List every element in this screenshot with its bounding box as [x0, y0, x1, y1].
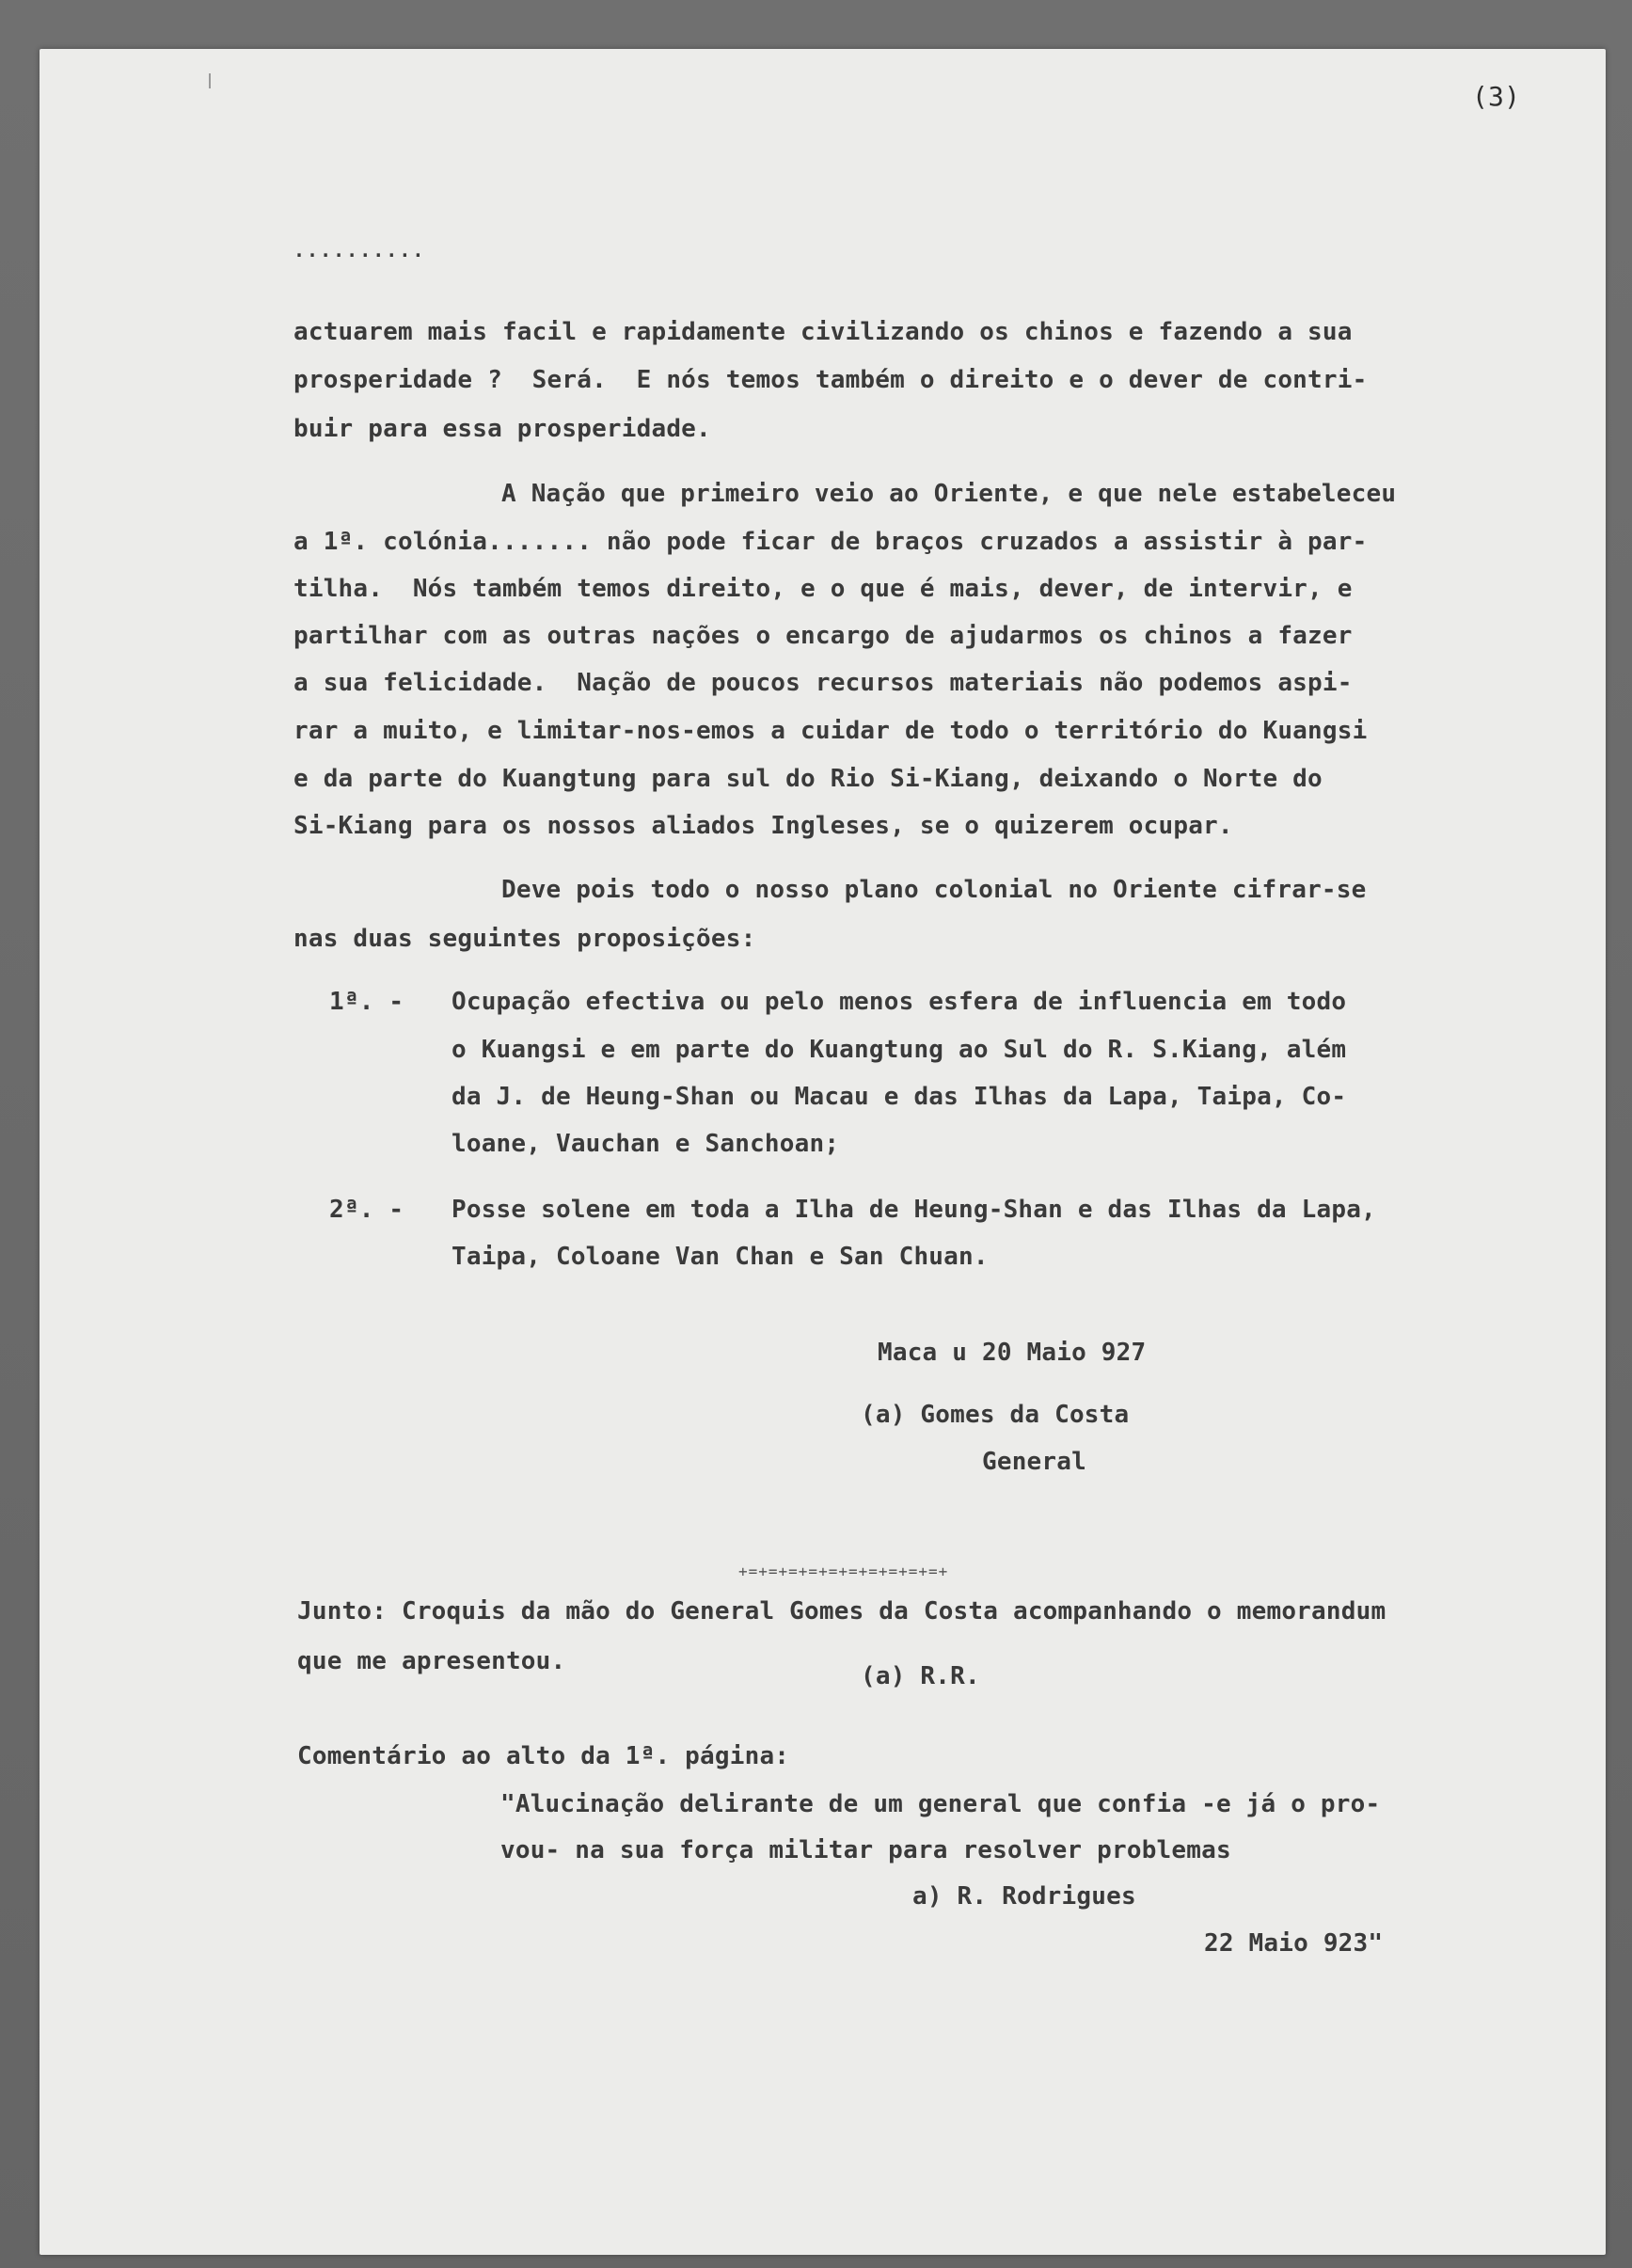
ellipsis-marker: .......... [293, 239, 426, 262]
comment-line: "Alucinação delirante de um general que confia -e já o pro- [500, 1790, 1381, 1818]
paragraph-1-line: prosperidade ? Será. E nós temos também o direito e o dever de contri- [293, 366, 1368, 394]
paragraph-2-line: A Nação que primeiro veio ao Oriente, e que nele estabeleceu [501, 480, 1397, 508]
paragraph-1-line: actuarem mais facil e rapidamente civilizando os chinos e fazendo a sua [293, 318, 1353, 346]
annex-signature: (a) R.R. [861, 1662, 980, 1690]
proposition-1-line: o Kuangsi e em parte do Kuangtung ao Sul do R. S.Kiang, além [452, 1036, 1347, 1064]
separator-line: +=+=+=+=+=+=+=+=+=+=+ [738, 1562, 949, 1580]
paragraph-2-line: e da parte do Kuangtung para sul do Rio Si-Kiang, deixando o Norte do [293, 765, 1323, 793]
place-date: Maca u 20 Maio 927 [878, 1339, 1147, 1367]
proposition-1-marker: 1ª. - [329, 988, 404, 1016]
paragraph-2-line: tilha. Nós também temos direito, e o que é mais, dever, de intervir, e [293, 575, 1353, 603]
comment-date: 22 Maio 923" [1204, 1929, 1384, 1958]
paragraph-2-line: a sua felicidade. Nação de poucos recursos materiais não podemos aspi- [293, 669, 1353, 697]
page-number: (3) [1472, 81, 1521, 112]
signature: (a) Gomes da Costa [861, 1401, 1130, 1429]
proposition-2-marker: 2ª. - [329, 1196, 404, 1224]
paragraph-3-line: nas duas seguintes proposições: [293, 925, 756, 953]
paragraph-1-line: buir para essa prosperidade. [293, 415, 711, 443]
signature-title: General [982, 1448, 1086, 1476]
annex-line: que me apresentou. [297, 1647, 566, 1675]
proposition-2-line: Posse solene em toda a Ilha de Heung-Shan e das Ilhas da Lapa, [452, 1196, 1376, 1224]
proposition-1-line: Ocupação efectiva ou pelo menos esfera de influencia em todo [452, 988, 1347, 1016]
paragraph-2-line: partilhar com as outras nações o encargo de ajudarmos os chinos a fazer [293, 622, 1353, 650]
proposition-2-line: Taipa, Coloane Van Chan e San Chuan. [452, 1243, 989, 1271]
paragraph-2-line: a 1ª. colónia....... não pode ficar de braços cruzados a assistir à par- [293, 528, 1368, 556]
paragraph-2-line: rar a muito, e limitar-nos-emos a cuidar de todo o território do Kuangsi [293, 717, 1368, 745]
proposition-1-line: da J. de Heung-Shan ou Macau e das Ilhas da Lapa, Taipa, Co- [452, 1083, 1347, 1111]
paragraph-2-line: Si-Kiang para os nossos aliados Ingleses, se o quizerem ocupar. [293, 812, 1233, 840]
proposition-1-line: loane, Vauchan e Sanchoan; [452, 1130, 840, 1158]
comment-signature: a) R. Rodrigues [912, 1882, 1136, 1911]
annex-line: Junto: Croquis da mão do General Gomes da Costa acompanhando o memorandum [297, 1597, 1386, 1626]
paragraph-3-line: Deve pois todo o nosso plano colonial no Oriente cifrar-se [501, 876, 1367, 904]
paper-mark [209, 73, 211, 88]
comment-heading: Comentário ao alto da 1ª. página: [297, 1742, 790, 1770]
comment-line: vou- na sua força militar para resolver problemas [500, 1836, 1231, 1864]
